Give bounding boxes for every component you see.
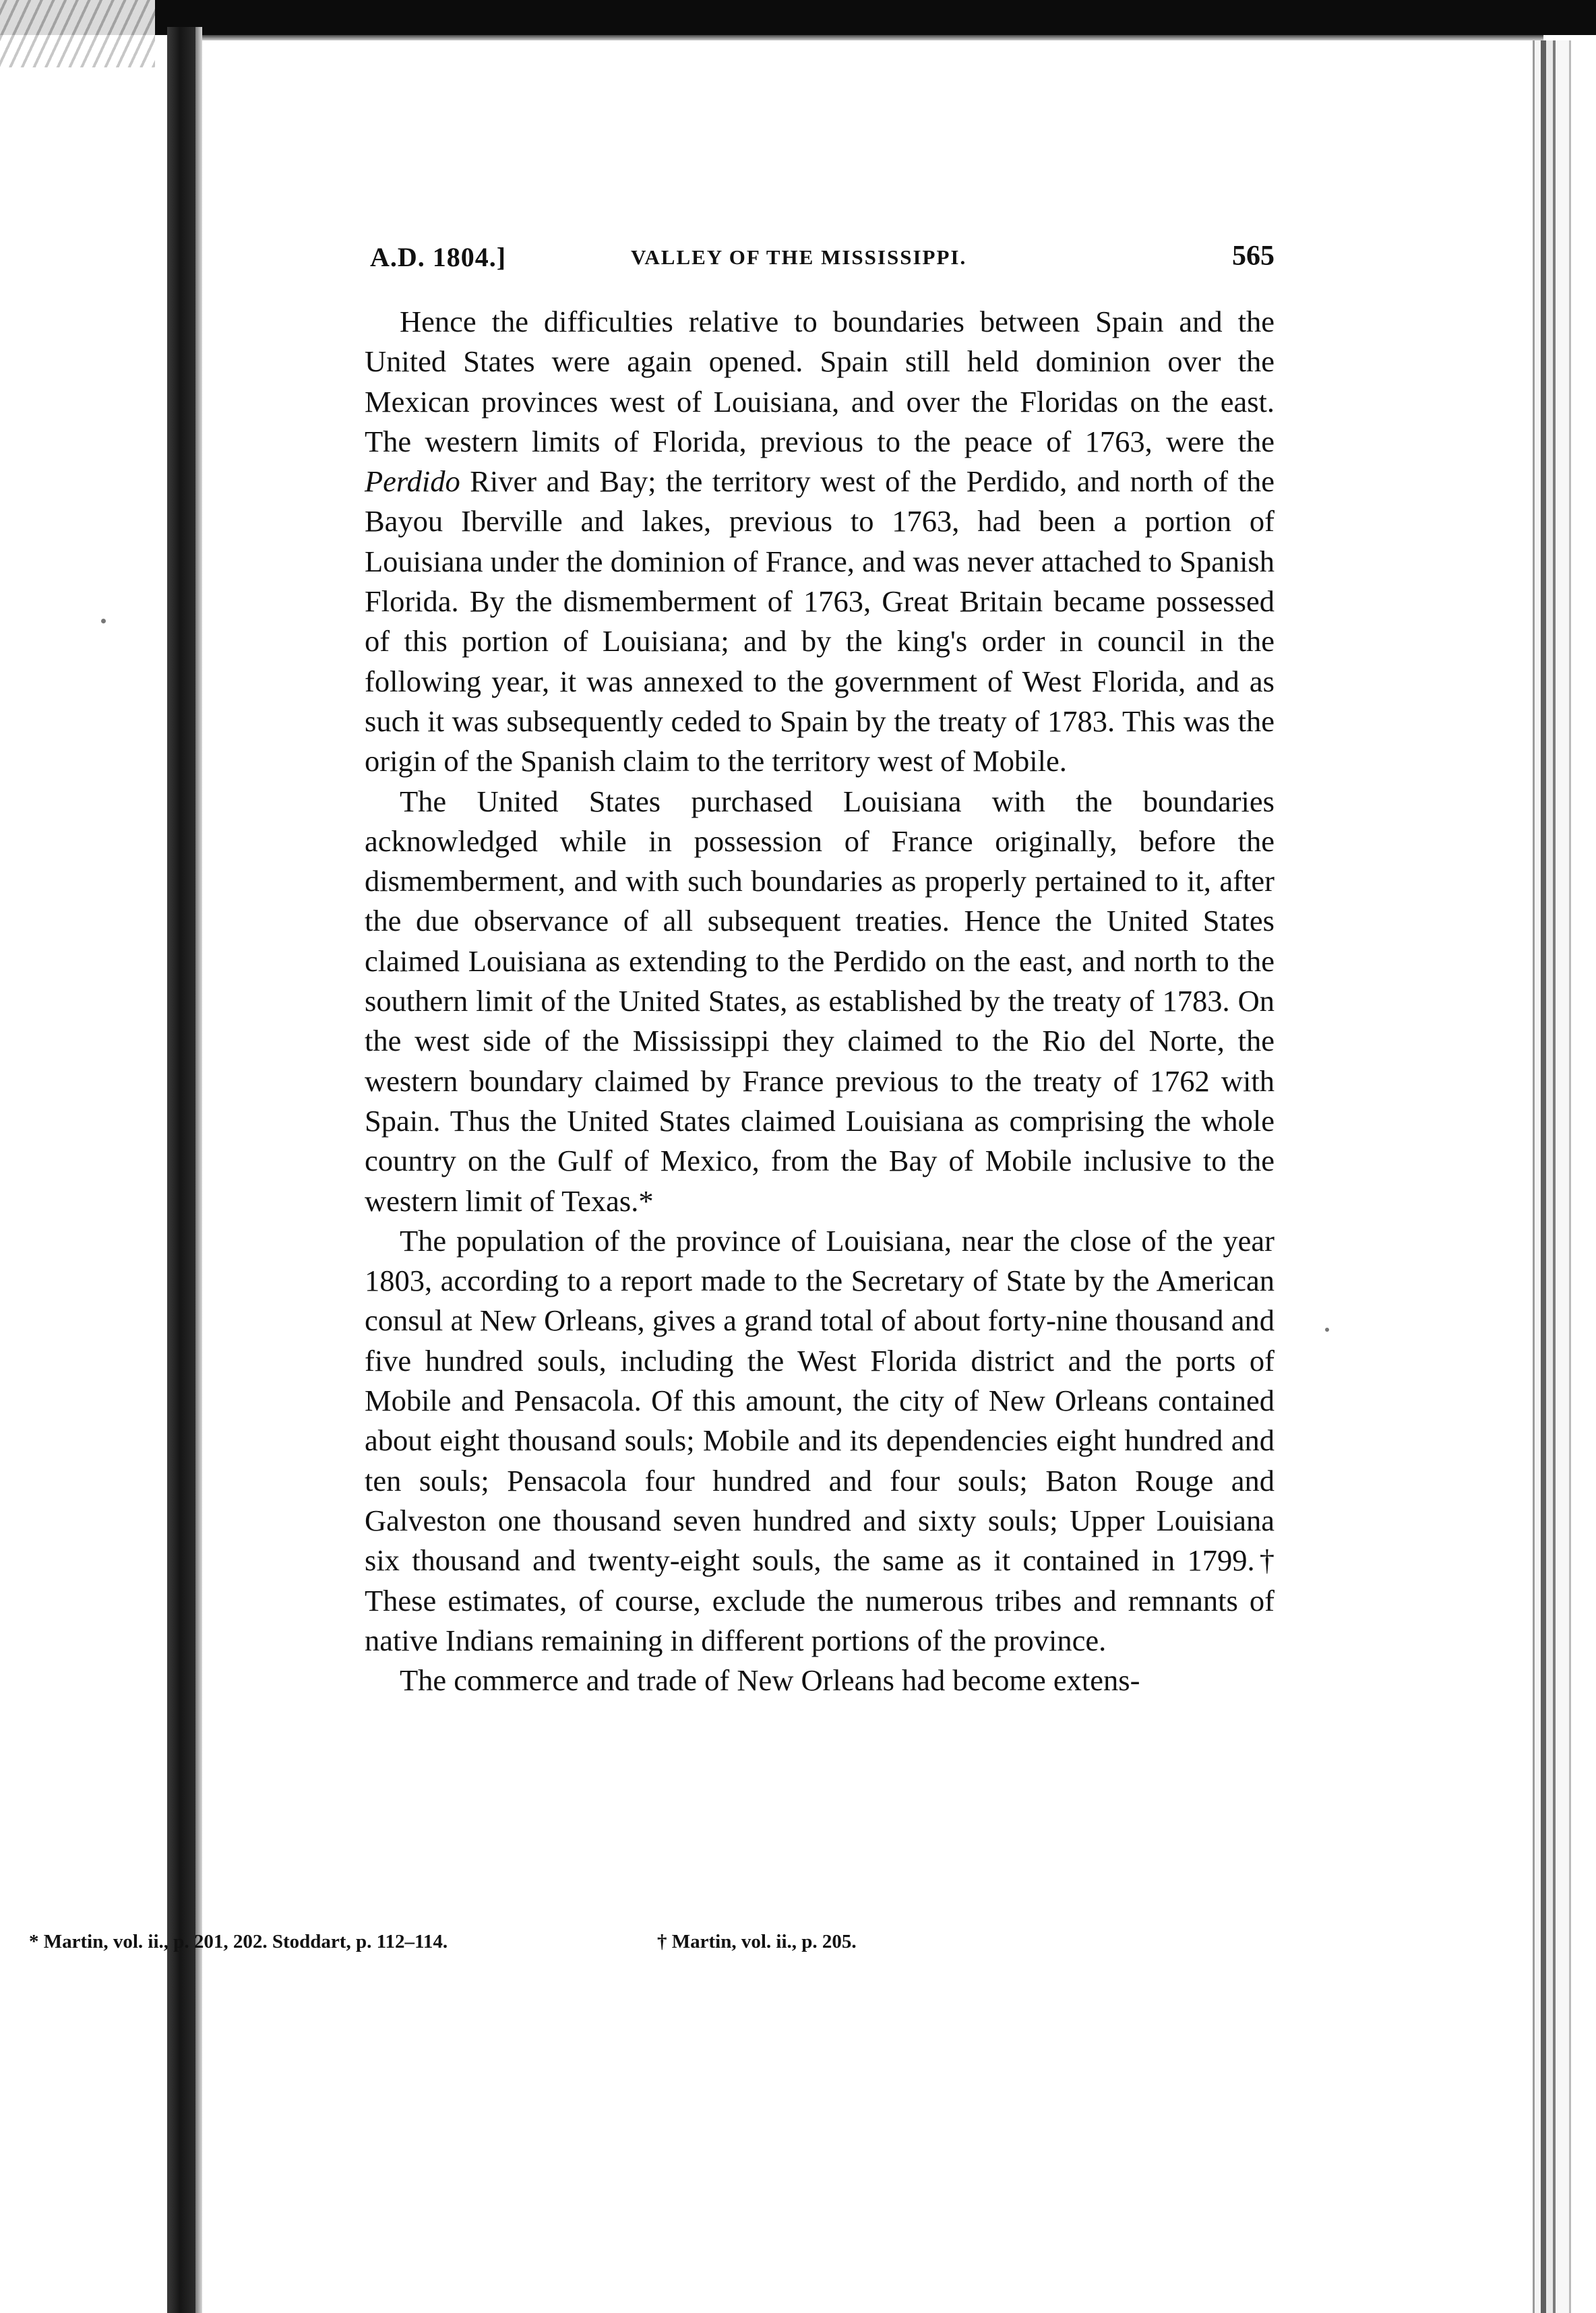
scan-speck [101,619,106,623]
paragraph [365,782,1275,1221]
footnote-dagger: † Martin, vol. ii., p. 205. [657,1931,857,1952]
scan-top-border [0,0,1596,35]
page-top-shadow [195,35,1543,40]
paragraph-text: Hence the difficulties relative to boundaries between Spain and the United States were again opened. Spain still held dominion over the Mexican provinces west of Louisiana, and over the Floridas on the east. The western limits of Florida, previous to the peace of 1763, were the [365,305,1275,458]
book-page [365,229,1275,1700]
paragraph-text: The United States purchased Louisiana with the boundaries acknowledged while in possession of France originally, before the dismemberment, and with such boundaries as properly pertained to it, after the due observance of all subsequent treaties. Hence the United States claimed Louisiana as extending to the Perdido on the east, and north to the southern limit of the United States, as established by the treaty of 1783. On the west side of the Mississippi they claimed to the Rio del Norte, the western boundary claimed by France previous to the treaty of 1762 with Spain. Thus the United States claimed Louisiana as comprising the whole country on the Gulf of Mexico, from the Bay of Mobile inclusive to the western limit of Texas.* [365,784,1275,1218]
footnote-asterisk: * Martin, vol. ii., p. 201, 202. Stoddart, p. 112–114. [29,1931,448,1952]
paragraph [365,1221,1275,1661]
scan-speck [1325,1328,1329,1332]
paragraph-text: The commerce and trade of New Orleans had become extens- [400,1663,1140,1698]
paragraph-text: River and Bay; the territory west of the Perdido, and north of the Bayou Iberville and lakes, previous to 1763, had been a portion of Louisiana under the dominion of France, and was never attached to Spanish Florida. By the dismemberment of 1763, Great Britain became possessed of this portion of Louisiana; and by the king's order in council in the following year, it was annexed to the government of West Florida, and as such it was subsequently ceded to Spain by the treaty of 1783. This was the origin of the Spanish claim to the territory west of Mobile. [365,464,1275,778]
running-head [365,229,1275,276]
italic-text: Perdido [365,464,460,499]
paragraph-text: The population of the province of Louisiana, near the close of the year 1803, according to a report made to the Secretary of State by the American consul at New Orleans, gives a grand total of about forty-nine thousand and five hundred souls, including the West Florida district and the ports of Mobile and Pensacola. Of this amount, the city of New Orleans contained about eight thousand souls; Mobile and its dependencies eight hundred and ten souls; Pensacola four hundred and four souls; Baton Rouge and Galveston one thousand seven hundred and sixty souls; Upper Louisiana six thousand and twenty-eight souls, the same as it contained in 1799.† These estimates, of course, exclude the numerous tribes and remnants of native Indians remaining in different portions of the province. [365,1223,1275,1657]
book-spine-shadow [167,27,195,2313]
paragraph [365,1661,1275,1700]
body-text [365,302,1275,1700]
page-stack-edge [1529,40,1596,2313]
running-head-title: VALLEY OF THE MISSISSIPPI. [631,245,967,269]
page-number: 565 [1232,241,1275,272]
book-gutter [195,27,202,2313]
running-head-date: A.D. 1804.] [370,242,507,272]
paragraph [365,302,1275,782]
scan-corner-artifact [0,0,155,67]
